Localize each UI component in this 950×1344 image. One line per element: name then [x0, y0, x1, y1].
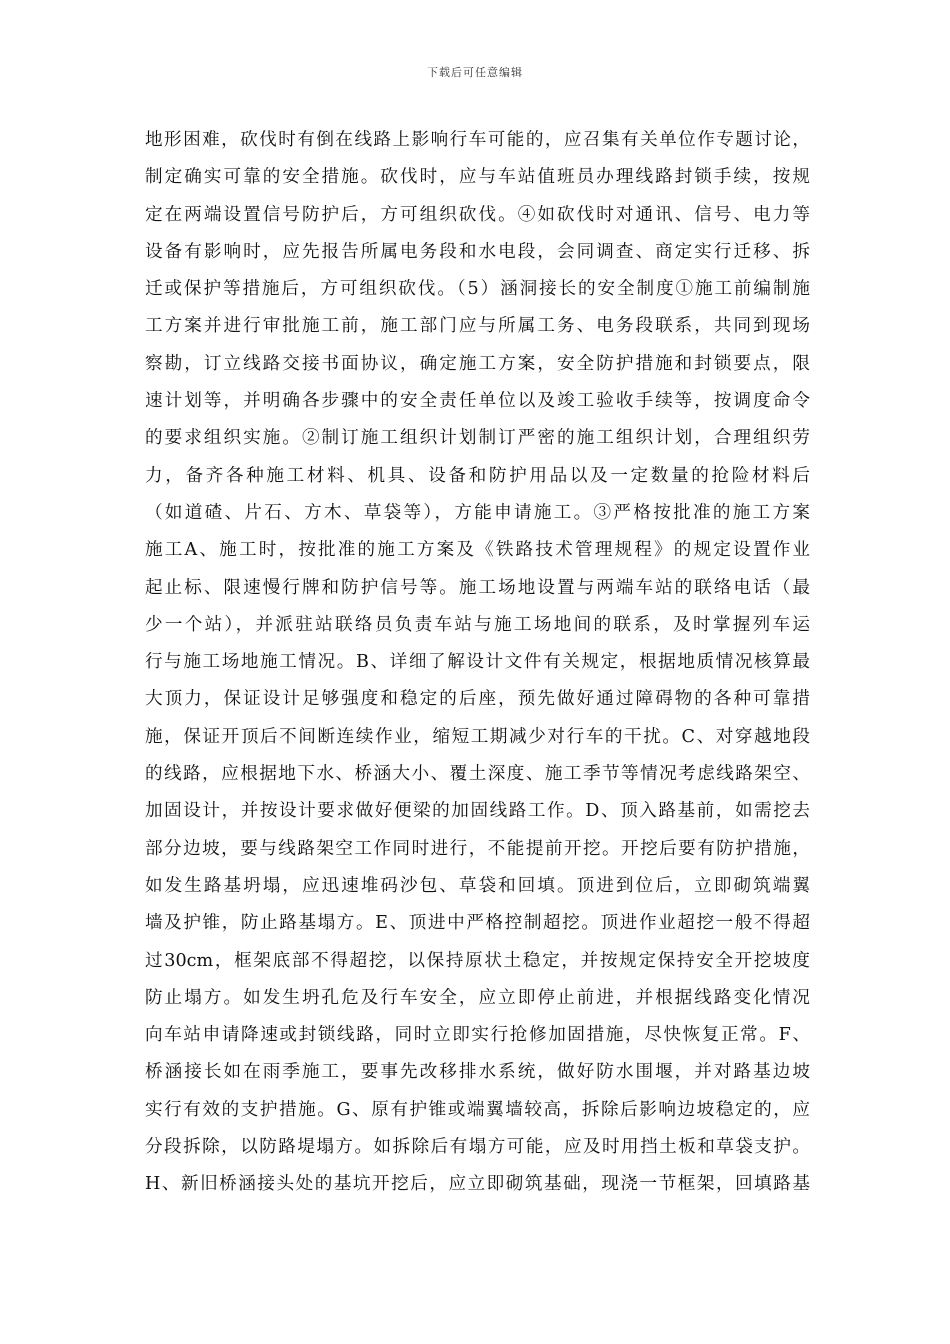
body-line: 工方案并进行审批施工前，施工部门应与所属工务、电务段联系，共同到现场 [145, 316, 810, 337]
body-line: 防止塌方。如发生坍孔危及行车安全，应立即停止前进，并根据线路变化情况 [145, 987, 810, 1008]
body-line: 迁或保护等措施后，方可组织砍伐。（5）涵洞接长的安全制度①施工前编制施 [145, 279, 810, 300]
page-header: 下载后可任意编辑 [427, 66, 523, 79]
body-line: 实行有效的支护措施。G、原有护锥或端翼墙较高，拆除后影响边坡稳定的，应 [145, 1099, 810, 1120]
body-line: 如发生路基坍塌，应迅速堆码沙包、草袋和回填。顶进到位后，立即砌筑端翼 [145, 875, 810, 896]
body-line: 设备有影响时，应先报告所属电务段和水电段，会同调查、商定实行迁移、拆 [145, 241, 810, 262]
document-body [145, 122, 810, 1204]
body-line: 的要求组织实施。②制订施工组织计划制订严密的施工组织计划，合理组织劳 [145, 428, 810, 449]
body-line: 定在两端设置信号防护后，方可组织砍伐。④如砍伐时对通讯、信号、电力等 [145, 204, 810, 225]
body-line: 向车站申请降速或封锁线路，同时立即实行抢修加固措施，尽快恢复正常。F、 [145, 1025, 810, 1046]
body-line: 速计划等，并明确各步骤中的安全责任单位以及竣工验收手续等，按调度命令 [145, 391, 810, 412]
body-line: （如道碴、片石、方木、草袋等），方能申请施工。③严格按批准的施工方案 [145, 502, 810, 523]
body-line: 制定确实可靠的安全措施。砍伐时，应与车站值班员办理线路封锁手续，按规 [145, 167, 810, 188]
body-line: 部分边坡，要与线路架空工作同时进行，不能提前开挖。开挖后要有防护措施， [145, 838, 810, 859]
body-line: 大顶力，保证设计足够强度和稳定的后座，预先做好通过障碍物的各种可靠措 [145, 689, 810, 710]
body-line: 起止标、限速慢行牌和防护信号等。施工场地设置与两端车站的联络电话（最 [145, 577, 810, 598]
body-line: 行与施工场地施工情况。B、详细了解设计文件有关规定，根据地质情况核算最 [145, 652, 810, 673]
body-line: 分段拆除，以防路堤塌方。如拆除后有塌方可能，应及时用挡土板和草袋支护。 [145, 1137, 810, 1158]
body-line: 墙及护锥，防止路基塌方。E、顶进中严格控制超挖。顶进作业超挖一般不得超 [145, 913, 810, 934]
body-line: 少一个站），并派驻站联络员负责车站与施工场地间的联系，及时掌握列车运 [145, 614, 810, 635]
body-line: 的线路，应根据地下水、桥涵大小、覆土深度、施工季节等情况考虑线路架空、 [145, 764, 810, 785]
body-line: 施，保证开顶后不间断连续作业，缩短工期减少对行车的干扰。C、对穿越地段 [145, 726, 810, 747]
body-line: 察勘，订立线路交接书面协议，确定施工方案，安全防护措施和封锁要点，限 [145, 353, 810, 374]
body-line: 施工A、施工时，按批准的施工方案及《铁路技术管理规程》的规定设置作业 [145, 540, 810, 561]
body-line: 加固设计，并按设计要求做好便梁的加固线路工作。D、顶入路基前，如需挖去 [145, 801, 810, 822]
body-line: 地形困难，砍伐时有倒在线路上影响行车可能的，应召集有关单位作专题讨论， [145, 130, 810, 150]
body-line: H、新旧桥涵接头处的基坑开挖后，应立即砌筑基础，现浇一节框架，回填路基 [145, 1174, 810, 1195]
body-line: 力，备齐各种施工材料、机具、设备和防护用品以及一定数量的抢险材料后 [145, 465, 810, 486]
body-line: 桥涵接长如在雨季施工，要事先改移排水系统，做好防水围堰，并对路基边坡 [145, 1062, 810, 1083]
body-line: 过30cm，框架底部不得超挖，以保持原状土稳定，并按规定保持安全开挖坡度 [145, 950, 810, 971]
